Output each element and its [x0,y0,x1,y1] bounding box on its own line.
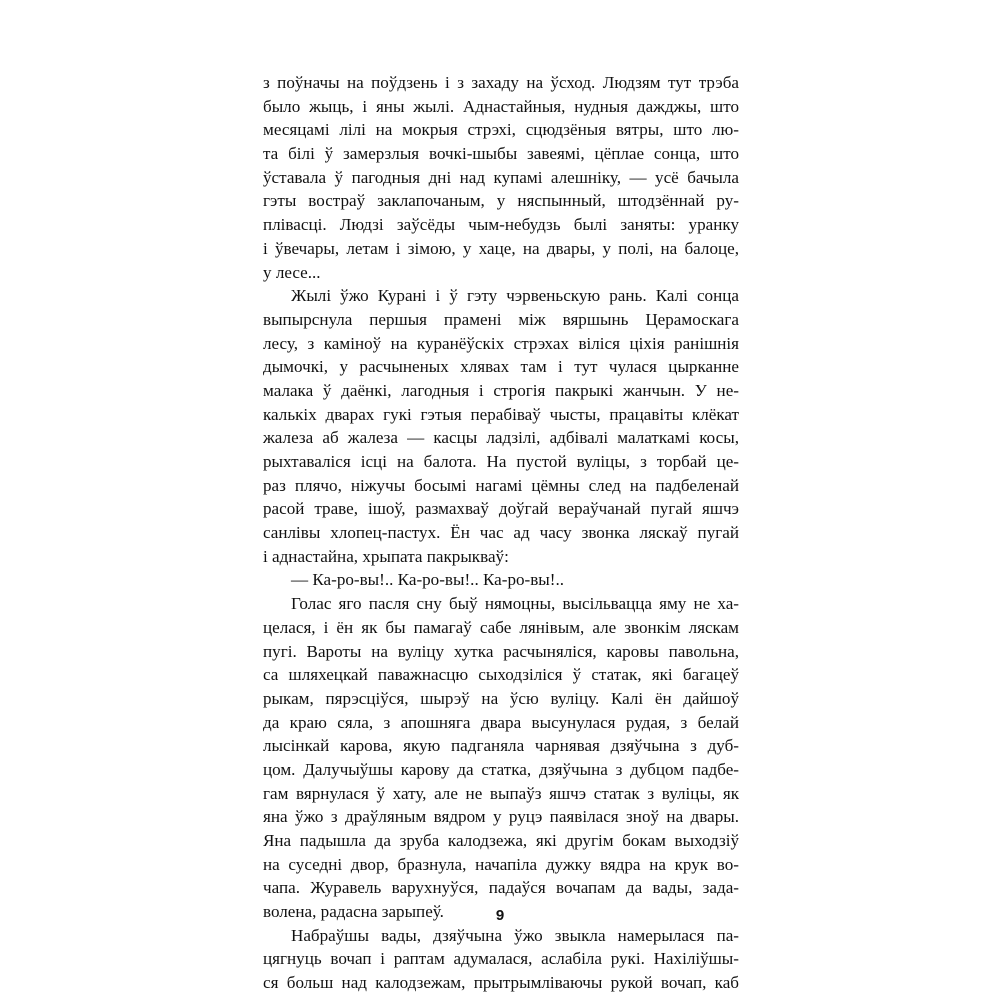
text-line: калькіх дварах гукі гэтыя перабіваў чысты, працавіты клёкат [263,404,739,424]
text-line: і аднастайна, хрыпата пакрыкваў: [263,546,509,566]
text-line: рыхтаваліся ісці на балота. На пустой вуліцы, з торбай це- [263,452,739,471]
text-line: санлівы хлопец-пастух. Ён час ад часу звонка ляскаў пугай [263,523,739,543]
text-line: у лесе... [263,262,321,282]
text-line: выпырснула першыя прамені між вяршынь Церамоскага [263,309,739,329]
text-line: волена, радасна зарыпеў. [263,902,444,922]
page-number: 9 [495,907,505,924]
text-line: лысінкай карова, якую падганяла чарнявая дзяўчына з дуб- [263,736,739,756]
text-line: было жыць, і яны жылі. Аднастайныя, нудныя дажджы, што [263,96,739,116]
text-line: рыкам, пярэсціўся, шырэў на ўсю вуліцу. Калі ён дайшоў [263,688,739,708]
text-line: ся больш над калодзежам, прытрымліваючы рукой вочап, каб [263,973,739,993]
paragraph-start-line: Набраўшы вады, дзяўчына ўжо звыкла намерылася па- [291,925,739,945]
text-line: плівасці. Людзі заўсёды чым-небудзь былі заняты: уранку [263,215,739,235]
text-line: з поўначы на поўдзень і з захаду на ўсход. Людзям тут трэба [263,73,739,92]
text-line: да краю сяла, з апошняга двара высунулася рудая, з белай [263,712,739,732]
paragraph-start-line: Голас яго пасля сну быў нямоцны, высільвацца яму не ха- [291,594,739,614]
text-line: і ўвечары, летам і зімою, у хаце, на двары, у полі, на балоце, [263,238,739,258]
text-line: Яна падышла да зруба калодзежа, які другім бокам выходзіў [263,831,739,850]
text-line: ўставала ў пагодныя дні над купамі алешніку, — усё бачыла [263,167,739,187]
text-line: цом. Далучыўшы карову да статка, дзяўчына з дубцом падбе- [263,759,739,779]
text-line: цягнуць вочап і раптам адумалася, аслабіла рукі. Нахіліўшы- [263,949,739,969]
text-line: месяцамі лілі на мокрыя стрэхі, сцюдзёныя вятры, што лю- [263,120,739,140]
text-line: дымочкі, у расчыненых хлявах там і тут чулася цырканне [263,357,739,377]
text-line: са шляхецкай паважнасцю сыходзіліся ў статак, які багацеў [263,665,739,685]
dialogue-line: — Ка-ро-вы!.. Ка-ро-вы!.. Ка-ро-вы!.. [291,570,565,590]
paragraph-start-line: Жылі ўжо Курані і ў гэту чэрвеньскую рань. Калі сонца [291,286,739,306]
text-line: жалеза аб жалеза — касцы ладзілі, адбівалі малаткамі косы, [263,428,739,448]
text-line: целася, і ён як бы памагаў сабе лянівым, але звонкім ляскам [263,617,739,637]
text-line: раз плячо, ніжучы босымі нагамі цёмны след на падбеленай [263,475,739,495]
text-line: та білі ў замерзлыя вочкі-шыбы завеямі, цёплае сонца, што [263,144,739,164]
text-line: на суседні двор, бразнула, начапіла дужку вядра на крук во- [263,854,739,874]
page-text [263,71,739,995]
text-line: чапа. Журавель варухнуўся, падаўся вочапам да вады, зада- [263,878,739,898]
text-line: лесу, з камінoў на куранёўскіх стрэхах віліся ціхія ранішнія [263,333,739,353]
text-line: пугі. Вароты на вуліцу хутка расчыняліся, каровы павольна, [263,641,739,661]
text-line: яна ўжо з драўляным вядром у руцэ паявілася зноў на двары. [263,807,739,827]
text-line: гэты востраў заклапочаным, у няспынный, штодзённай ру- [263,191,739,211]
text-line: гам вярнулася ў хату, але не выпаўз яшчэ статак з вуліцы, як [263,783,739,803]
text-line: расой траве, ішоў, размахваў доўгай вераўчанай пугай яшчэ [263,499,739,519]
text-line: малака ў даёнкі, лагодныя і строгія пакрыкі жанчын. У не- [263,380,739,400]
